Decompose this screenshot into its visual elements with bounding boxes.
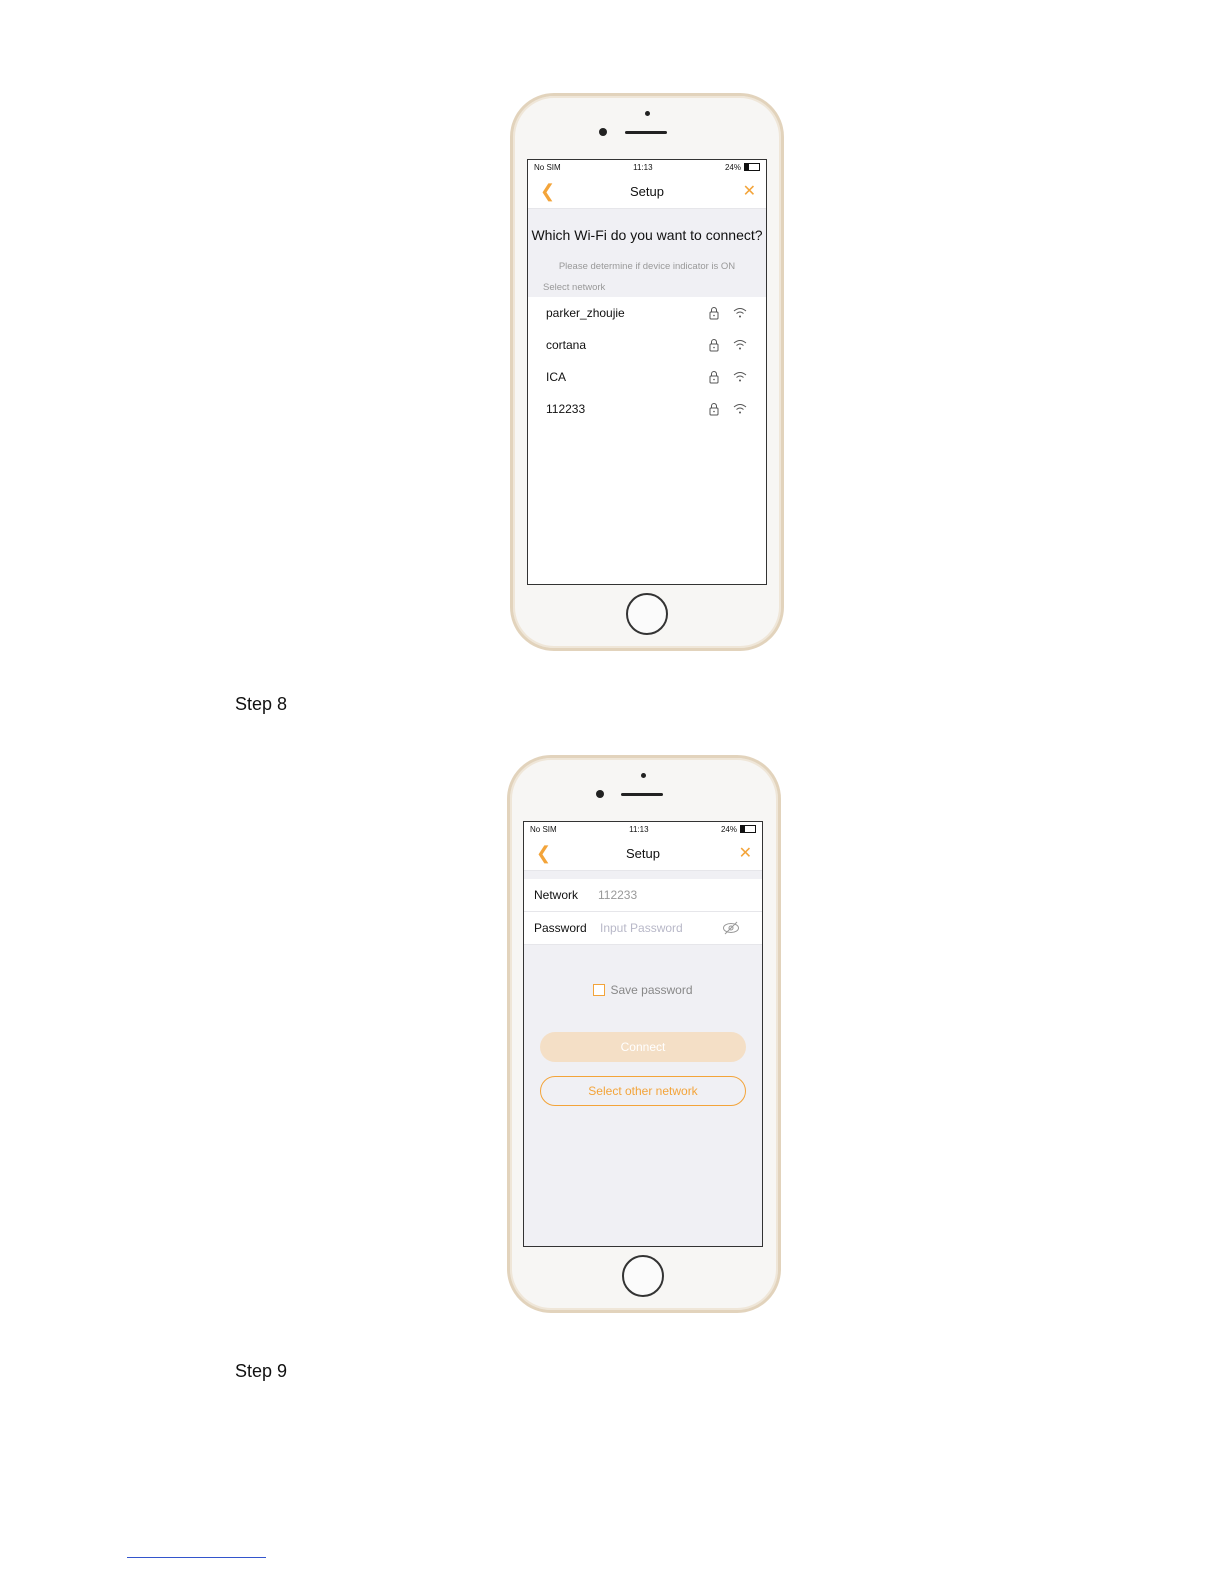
phone-camera bbox=[599, 128, 607, 136]
chevron-left-icon[interactable]: ❮ bbox=[540, 181, 556, 201]
nav-bar bbox=[524, 836, 762, 871]
network-row[interactable] bbox=[528, 297, 766, 329]
home-button[interactable] bbox=[622, 1255, 664, 1297]
phone-speaker bbox=[621, 793, 663, 796]
lock-icon bbox=[706, 401, 722, 417]
screen-2 bbox=[523, 821, 763, 1247]
network-name: ICA bbox=[546, 370, 567, 384]
save-password-label: Save password bbox=[610, 983, 693, 997]
phone-sensor bbox=[641, 773, 646, 778]
clock: 11:13 bbox=[629, 824, 649, 834]
password-input[interactable] bbox=[598, 920, 722, 936]
phone-frame-1 bbox=[510, 93, 784, 651]
phone-frame-2 bbox=[507, 755, 781, 1313]
carrier: No SIM bbox=[530, 824, 557, 834]
network-name: cortana bbox=[546, 338, 587, 352]
wifi-icon bbox=[732, 401, 748, 417]
network-name: 112233 bbox=[546, 402, 586, 416]
section-label: Select network bbox=[543, 282, 606, 293]
network-list bbox=[528, 297, 766, 425]
battery-percent: 24% bbox=[724, 162, 741, 172]
page-title: Setup bbox=[630, 183, 664, 199]
network-label: Network bbox=[534, 888, 579, 902]
battery-icon bbox=[740, 825, 756, 833]
battery-icon bbox=[744, 163, 760, 171]
close-icon[interactable]: ✕ bbox=[742, 183, 756, 200]
network-row[interactable] bbox=[528, 393, 766, 425]
wifi-header bbox=[528, 209, 766, 297]
network-name: parker_zhoujie bbox=[546, 306, 625, 320]
network-value: 112233 bbox=[598, 888, 638, 902]
wifi-icon bbox=[732, 337, 748, 353]
step-8-label: Step 8 bbox=[235, 694, 288, 714]
status-bar bbox=[528, 160, 766, 174]
lock-icon bbox=[706, 337, 722, 353]
step-9-label: Step 9 bbox=[235, 1361, 288, 1381]
network-row[interactable] bbox=[528, 361, 766, 393]
connect-button[interactable]: Connect bbox=[540, 1032, 746, 1062]
save-password-row[interactable] bbox=[524, 983, 762, 997]
battery-percent: 24% bbox=[720, 824, 737, 834]
select-other-network-button[interactable]: Select other network bbox=[540, 1076, 746, 1106]
wifi-icon bbox=[732, 305, 748, 321]
wifi-icon bbox=[732, 369, 748, 385]
lock-icon bbox=[706, 305, 722, 321]
password-label: Password bbox=[534, 921, 587, 935]
phone-camera bbox=[596, 790, 604, 798]
page-title: Setup bbox=[626, 845, 660, 861]
home-button[interactable] bbox=[626, 593, 668, 635]
eye-slash-icon[interactable] bbox=[722, 921, 740, 935]
password-field bbox=[524, 912, 762, 945]
phone-speaker bbox=[625, 131, 667, 134]
wifi-hint: Please determine if device indicator is ON bbox=[558, 261, 736, 272]
network-row[interactable] bbox=[528, 329, 766, 361]
wifi-question: Which Wi-Fi do you want to connect? bbox=[531, 227, 763, 243]
chevron-left-icon[interactable]: ❮ bbox=[536, 843, 552, 863]
status-bar bbox=[524, 822, 762, 836]
screen-1 bbox=[527, 159, 767, 585]
phone-sensor bbox=[645, 111, 650, 116]
lock-icon bbox=[706, 369, 722, 385]
footer-rule bbox=[127, 1557, 266, 1558]
close-icon[interactable]: ✕ bbox=[738, 845, 752, 862]
clock: 11:13 bbox=[633, 162, 653, 172]
nav-bar bbox=[528, 174, 766, 209]
network-field bbox=[524, 879, 762, 912]
carrier: No SIM bbox=[534, 162, 561, 172]
save-password-checkbox[interactable] bbox=[593, 984, 605, 996]
